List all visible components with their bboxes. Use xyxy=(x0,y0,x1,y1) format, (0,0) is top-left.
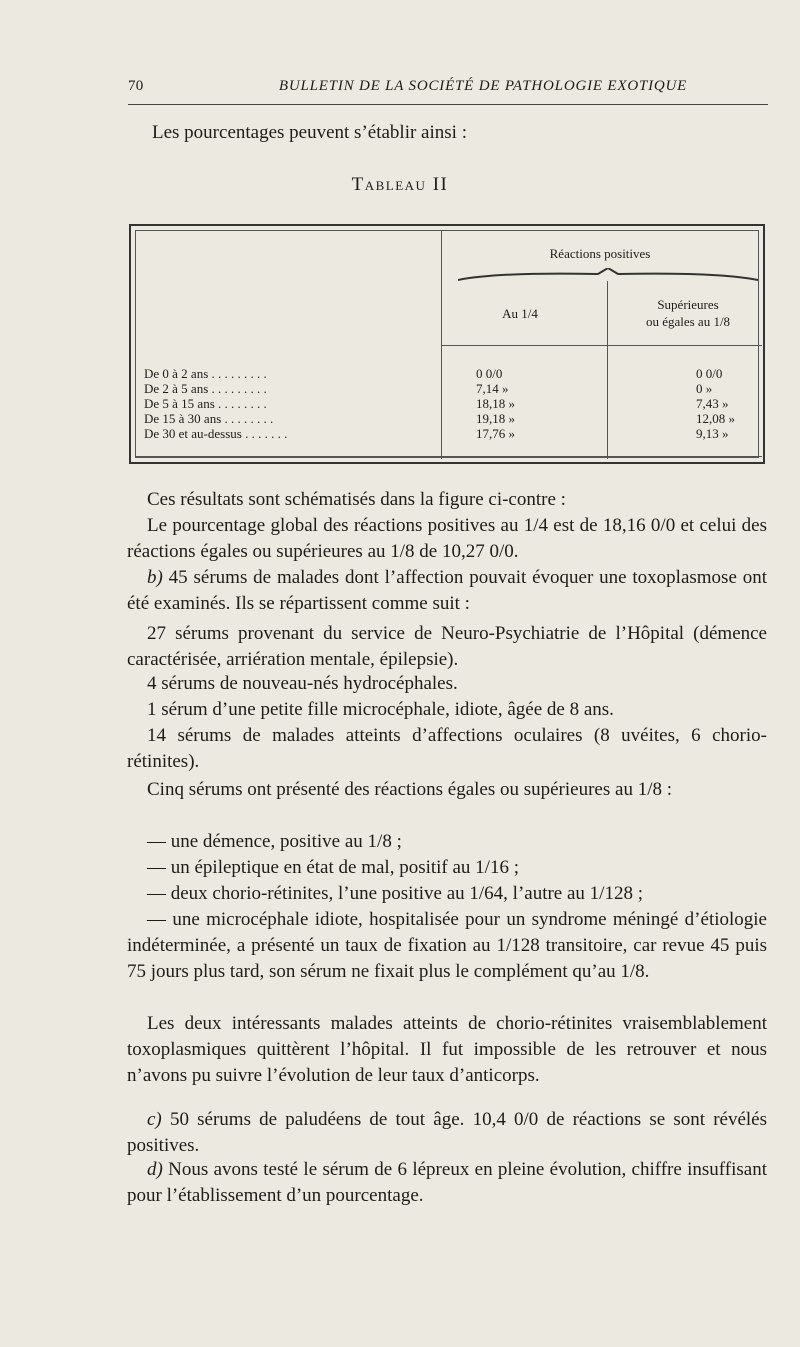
cell-superieures: 0 0/0 xyxy=(696,366,723,381)
table-row xyxy=(144,426,800,441)
intro-text: Les pourcentages peuvent s’établir ainsi : xyxy=(152,122,467,143)
row-label: De 2 à 5 ans . . . . . . . . . xyxy=(144,381,267,396)
section-label: d) xyxy=(147,1159,163,1180)
table-row xyxy=(144,381,800,396)
paragraph: — une microcéphale idiote, hospitalisée pour un syndrome méningé d’étiologie indéterminée, a présenté un taux de fixation au 1/128 transitoire, car revue 45 puis 75 jours plus tard, son sérum ne fixait plus le complément qu’au 1/8. xyxy=(127,909,767,982)
paragraph-text: 50 sérums de paludéens de tout âge. 10,4 0/0 de réactions se sont révélés positives. xyxy=(127,1109,767,1156)
paragraph-text: Nous avons testé le sérum de 6 lépreux en pleine évolution, chiffre insuffisant pour l’établissement d’un pourcentage. xyxy=(127,1159,768,1206)
paragraph: 14 sérums de malades atteints d’affections oculaires (8 uvéites, 6 chorio-rétinites). xyxy=(127,725,767,772)
section-label: b) xyxy=(147,567,163,588)
row-label: De 0 à 2 ans . . . . . . . . . xyxy=(144,366,267,381)
group-header: Réactions positives xyxy=(549,246,651,261)
header-underline xyxy=(441,345,762,346)
cell-au-1-4: 18,18 » xyxy=(476,396,515,411)
paragraph: 1 sérum d’une petite fille microcéphale, idiote, âgée de 8 ans. xyxy=(147,699,614,720)
table-row xyxy=(144,411,800,426)
table-title: Tableau II xyxy=(351,174,449,195)
column-header-egales: ou égales au 1/8 xyxy=(645,314,731,329)
paragraph: Les deux intéressants malades atteints de chorio-rétinites vraisemblablement toxoplasmiques quittèrent l’hôpital. Il fut impossible de les retrouver et nous n’avons pu suivre l’évolution de leur taux d’anticorps. xyxy=(127,1013,767,1086)
table-bottom-line xyxy=(136,456,762,457)
table-rows xyxy=(144,366,800,441)
cell-au-1-4: 19,18 » xyxy=(476,411,515,426)
paragraph: Ces résultats sont schématisés dans la figure ci-contre : xyxy=(147,489,566,510)
cell-superieures: 0 » xyxy=(696,381,713,396)
cell-superieures: 12,08 » xyxy=(696,411,735,426)
header-rule xyxy=(128,104,768,105)
paragraph: — un épileptique en état de mal, positif au 1/16 ; xyxy=(147,857,519,878)
journal-title: BULLETIN DE LA SOCIÉTÉ DE PATHOLOGIE EXOTIQUE xyxy=(278,78,688,94)
paragraph: Cinq sérums ont présenté des réactions égales ou supérieures au 1/8 : xyxy=(147,779,672,800)
column-header-au-1-4: Au 1/4 xyxy=(502,306,538,321)
paragraph xyxy=(127,1107,767,1159)
cell-au-1-4: 7,14 » xyxy=(476,381,509,396)
paragraph: Le pourcentage global des réactions positives au 1/4 est de 18,16 0/0 et celui des réactions égales ou supérieures au 1/8 de 10,27 0/0. xyxy=(127,515,767,562)
running-header xyxy=(128,78,768,95)
cell-au-1-4: 0 0/0 xyxy=(476,366,503,381)
table-row xyxy=(144,396,800,411)
paragraph: 27 sérums provenant du service de Neuro-Psychiatrie de l’Hôpital (démence caractérisée, arriération mentale, épilepsie). xyxy=(127,623,767,670)
paragraph: 4 sérums de nouveau-nés hydrocéphales. xyxy=(147,673,458,694)
cell-superieures: 9,13 » xyxy=(696,426,729,441)
cell-superieures: 7,43 » xyxy=(696,396,729,411)
paragraph-text: 45 sérums de malades dont l’affection pouvait évoquer une toxoplasmose ont été examinés. Ils se répartissent comme suit : xyxy=(127,567,768,614)
group-brace xyxy=(458,268,758,282)
column-header-superieures: Supérieures xyxy=(657,297,719,312)
table-row xyxy=(144,366,800,381)
row-label: De 30 et au-dessus . . . . . . . xyxy=(144,426,288,441)
row-label: De 15 à 30 ans . . . . . . . . xyxy=(144,411,274,426)
section-label: c) xyxy=(147,1109,162,1130)
paragraph: — une démence, positive au 1/8 ; xyxy=(147,831,402,852)
paragraph: — deux chorio-rétinites, l’une positive au 1/64, l’autre au 1/128 ; xyxy=(147,883,643,904)
paragraph xyxy=(127,1157,767,1209)
paragraph xyxy=(127,565,767,617)
page-number: 70 xyxy=(128,78,144,94)
cell-au-1-4: 17,76 » xyxy=(476,426,515,441)
row-label: De 5 à 15 ans . . . . . . . . xyxy=(144,396,267,411)
